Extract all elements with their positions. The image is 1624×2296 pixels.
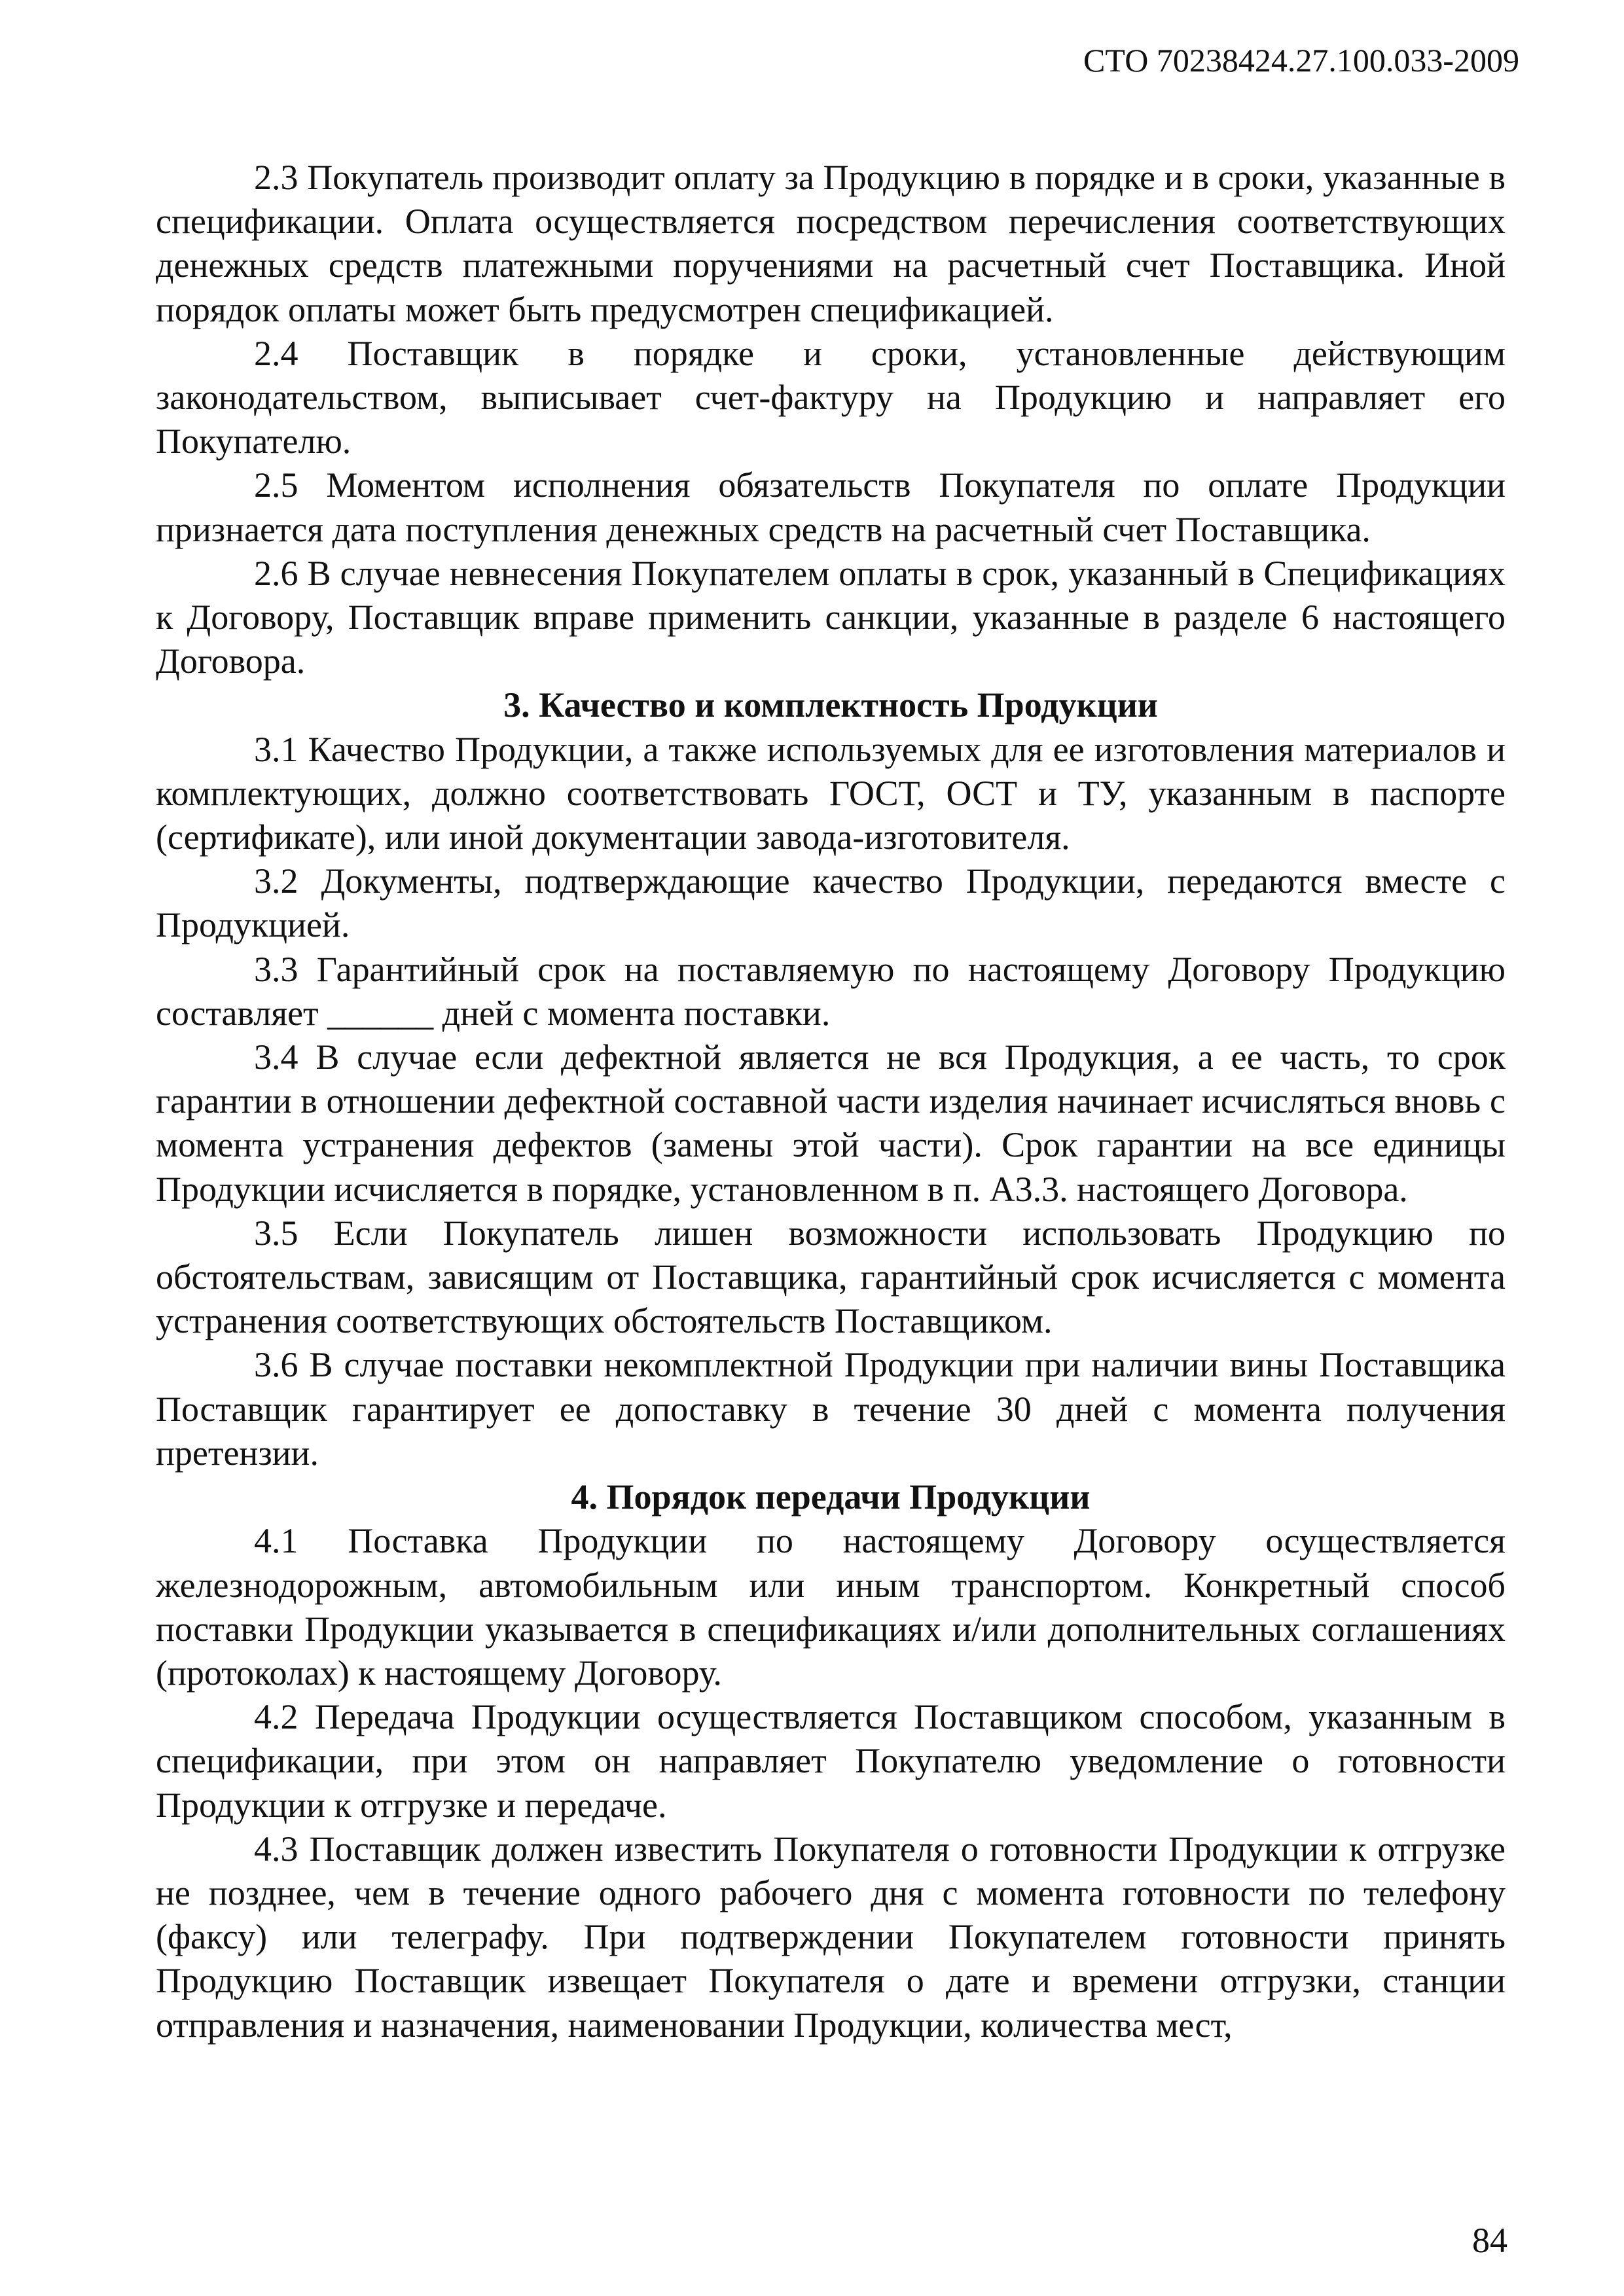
clause-3-5: 3.5 Если Покупатель лишен возможности использовать Продукцию по обстоятельствам, зависящим от Поставщика, гарантийный срок исчисляется с момента устранения соответствующих обстоятельств Поставщиком.	[156, 1213, 1506, 1341]
clause-2-3: 2.3 Покупатель производит оплату за Продукцию в порядке и в сроки, указанные в спецификации. Оплата осуществляется посредством перечисления соответствующих денежных средств платежными поручениями на расчетный счет Поставщика. Иной порядок оплаты может быть предусмотрен спецификацией.	[156, 158, 1506, 329]
clause-3-3: 3.3 Гарантийный срок на поставляемую по настоящему Договору Продукцию составляет ______ дней с момента поставки.	[156, 949, 1506, 1033]
clause-2-6: 2.6 В случае невнесения Покупателем оплаты в срок, указанный в Спецификациях к Договору, Поставщик вправе применить санкции, указанные в разделе 6 настоящего Договора.	[156, 553, 1506, 681]
clause-4-2: 4.2 Передача Продукции осуществляется Поставщиком способом, указанным в спецификации, при этом он направляет Покупателю уведомление о готовности Продукции к отгрузке и передаче.	[156, 1697, 1506, 1825]
clause-3-6: 3.6 В случае поставки некомплектной Продукции при наличии вины Поставщика Поставщик гарантирует ее допоставку в течение 30 дней с момента получения претензии.	[156, 1345, 1506, 1473]
clause-2-5: 2.5 Моментом исполнения обязательств Покупателя по оплате Продукции признается дата поступления денежных средств на расчетный счет Поставщика.	[156, 465, 1506, 549]
clause-3-1: 3.1 Качество Продукции, а также используемых для ее изготовления материалов и комплектующих, должно соответствовать ГОСТ, ОСТ и ТУ, указанным в паспорте (сертификате), или иной документации завода-изготовителя.	[156, 729, 1506, 857]
clause-4-1: 4.1 Поставка Продукции по настоящему Договору осуществляется железнодорожным, автомобильным или иным транспортом. Конкретный способ поставки Продукции указывается в спецификациях и/или дополнительных соглашениях (протоколах) к настоящему Договору.	[156, 1521, 1506, 1693]
section-4-heading: 4. Порядок передачи Продукции	[571, 1477, 1091, 1517]
clause-4-3: 4.3 Поставщик должен известить Покупателя о готовности Продукции к отгрузке не позднее, чем в течение одного рабочего дня с момента готовности по телефону (факсу) или телеграфу. При подтверждении Покупателем готовности принять Продукцию Поставщик извещает Покупателя о дате и времени отгрузки, станции отправления и назначения, наименовании Продукции, количества мест,	[156, 1829, 1506, 2045]
page-number: 84	[1472, 2221, 1507, 2260]
clause-2-4: 2.4 Поставщик в порядке и сроки, установленные действующим законодательством, выписывает счет-фактуру на Продукцию и направляет его Покупателю.	[156, 333, 1506, 461]
document-body	[156, 156, 1506, 2047]
section-3-heading: 3. Качество и комплектность Продукции	[503, 685, 1158, 725]
document-code: СТО 70238424.27.100.033-2009	[1083, 42, 1519, 79]
clause-3-2: 3.2 Документы, подтверждающие качество Продукции, передаются вместе с Продукцией.	[156, 861, 1506, 945]
clause-3-4: 3.4 В случае если дефектной является не вся Продукция, а ее часть, то срок гарантии в отношении дефектной составной части изделия начинает исчисляться вновь с момента устранения дефектов (замены этой части). Срок гарантии на все единицы Продукции исчисляется в порядке, установленном в п. А3.3. настоящего Договора.	[156, 1037, 1506, 1209]
